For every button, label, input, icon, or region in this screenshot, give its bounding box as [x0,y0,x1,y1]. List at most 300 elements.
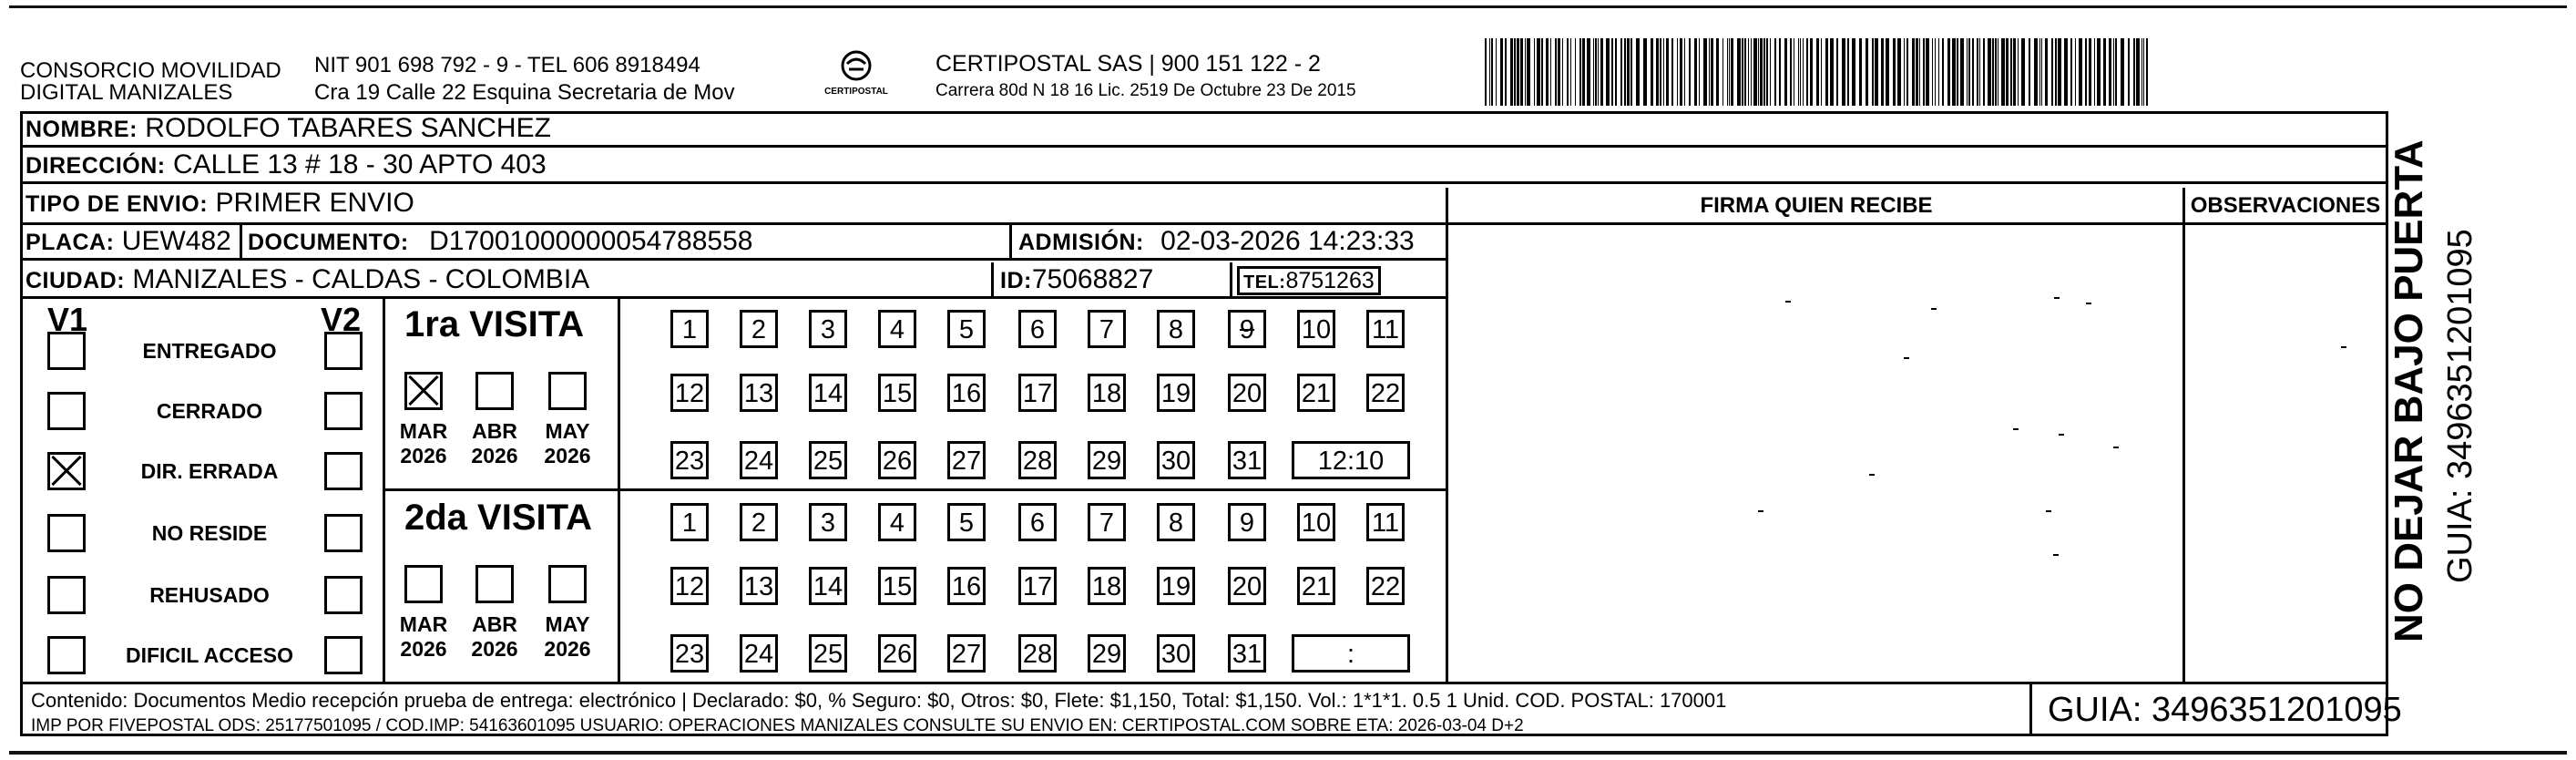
day-box[interactable]: 31 [1228,441,1266,479]
barcode-bar [1737,38,1741,106]
barcode-bar [1606,38,1610,106]
barcode-bar [1711,38,1713,106]
day-box[interactable]: 2 [740,503,778,541]
barcode-bar [1505,38,1507,106]
barcode-bar [2013,38,2016,106]
barcode-bar [1847,38,1849,106]
day-box[interactable]: 5 [947,503,986,541]
day-box[interactable]: 30 [1157,634,1195,673]
day-box[interactable]: 7 [1088,503,1126,541]
barcode-bar [1774,38,1776,106]
day-box[interactable]: 27 [947,634,986,673]
barcode-bar [1904,38,1905,106]
barcode-bar [1875,38,1878,106]
barcode-bar [1816,38,1819,106]
top-border-line [9,5,2567,8]
barcode-bar [1496,38,1497,106]
tel-field [1237,266,1381,295]
barcode-bar [1992,38,1994,106]
status-label: ENTREGADO [142,339,277,363]
barcode-bar [2097,38,2101,106]
ink-speck [2341,346,2346,348]
day-box[interactable]: 19 [1157,567,1195,605]
barcode-bar [1636,38,1640,106]
barcode-bar [1491,38,1493,106]
barcode-bar [2085,38,2087,106]
barcode-bar [1995,38,1997,106]
barcode-bar [1859,38,1862,106]
month-year-label [463,612,526,662]
barcode-bar [1541,38,1543,106]
v2-checkbox[interactable] [324,576,363,614]
barcode-bar [2075,38,2076,106]
barcode-bar [2136,38,2140,106]
day-box[interactable]: 17 [1018,374,1057,412]
day-box[interactable]: 7 [1088,310,1126,348]
year-label: 2026 [471,637,518,661]
barcode-bar [1598,38,1599,106]
day-box[interactable]: 22 [1366,374,1405,412]
ciudad-value: MANIZALES - CALDAS - COLOMBIA [132,264,590,294]
day-box[interactable]: 11 [1366,503,1405,541]
ink-speck [1931,308,1937,310]
documento-label: DOCUMENTO: [248,230,409,255]
day-box[interactable]: 23 [670,634,709,673]
month-checkbox[interactable] [404,565,443,603]
month-year-label [392,419,455,468]
v1-checkbox[interactable] [47,332,86,370]
day-box[interactable]: 29 [1088,634,1126,673]
barcode-bar [1630,38,1632,106]
day-box[interactable]: 4 [878,503,916,541]
barcode-bar [1689,38,1691,106]
barcode-bar [2079,38,2082,106]
day-box[interactable]: 6 [1018,310,1057,348]
year-label: 2026 [544,444,591,467]
direccion-label: DIRECCIÓN: [26,153,166,179]
barcode-bar [2133,38,2135,106]
barcode-bar [1926,38,1929,106]
day-box[interactable]: 10 [1297,310,1335,348]
v2-checkbox[interactable] [324,332,363,370]
courier-line-2: Carrera 80d N 18 16 Lic. 2519 De Octubre 23 De 2015 [935,81,1356,100]
barcode-bar [1722,38,1723,106]
nombre-label: NOMBRE: [26,117,138,142]
barcode-bar [1967,38,1968,106]
v2-checkbox[interactable] [324,392,363,430]
barcode-bar [1766,38,1768,106]
day-box[interactable]: 21 [1297,374,1335,412]
day-box[interactable]: 2 [740,310,778,348]
bottom-border-line [9,751,2567,755]
barcode-bar [2146,38,2148,106]
placa-value: UEW482 [121,226,231,256]
barcode-bar [2058,38,2061,106]
month-label: ABR [472,612,517,636]
barcode-bar [1957,38,1958,106]
month-checkbox[interactable] [475,372,514,410]
barcode-bar [2113,38,2114,106]
barcode-bar [1680,38,1682,106]
barcode-bar [1751,38,1752,106]
visit-title: 2da VISITA [404,498,592,538]
barcode-bar [1821,38,1822,106]
barcode-bar [2103,38,2106,106]
barcode-bar [2115,38,2117,106]
barcode-bar [1742,38,1743,106]
row-direccion [20,148,2388,184]
tipo-label: TIPO DE ENVIO: [26,191,209,217]
barcode-bar [2010,38,2012,106]
direccion-value: CALLE 13 # 18 - 30 APTO 403 [172,149,547,180]
divider-h [20,682,2388,684]
barcode-bar [1979,38,1980,106]
barcode-bar [1600,38,1603,106]
tel-label: TEL: [1243,272,1286,293]
company-line-2: DIGITAL MANIZALES [20,80,233,105]
barcode-bar [1651,38,1653,106]
barcode-bar [1627,38,1630,106]
ink-speck [1904,357,1909,359]
barcode-bar [1579,38,1581,106]
row-ciudad [20,262,1446,299]
barcode-bar [1534,38,1535,106]
ink-speck [2059,434,2064,436]
day-box-marked[interactable]: 9 [1228,310,1266,348]
barcode-bar [1893,38,1896,106]
day-box[interactable]: 18 [1088,374,1126,412]
v1-checkbox[interactable] [47,514,86,552]
day-box[interactable]: 3 [809,310,847,348]
ink-speck [2013,428,2019,430]
barcode-bar [2018,38,2019,106]
barcode-bar [1790,38,1792,106]
barcode-bar [1758,38,1759,106]
barcode-bar [1624,38,1626,106]
month-label: MAY [545,612,590,636]
barcode-bar [1703,38,1707,106]
barcode-bar [1611,38,1613,106]
barcode-bar [1595,38,1597,106]
barcode-bar [1825,38,1828,106]
barcode-bar [1952,38,1956,106]
status-label: NO RESIDE [151,521,268,545]
barcode-bar [1836,38,1838,106]
barcode-bar [1716,38,1719,106]
barcode-bar [2109,38,2111,106]
day-box[interactable]: 29 [1088,441,1126,479]
barcode-bar [1699,38,1700,106]
barcode-bar [1886,38,1889,106]
barcode-bar [1912,38,1915,106]
logo-text: CERTIPOSTAL [824,87,888,97]
barcode-bar [1555,38,1557,106]
barcode-bar [1798,38,1799,106]
certipostal-logo-icon [836,49,876,86]
v1-heading: V1 [47,301,88,338]
visit-time[interactable]: 12:10 [1292,441,1410,479]
barcode-bar [1709,38,1710,106]
guia-number: GUIA: 3496351201095 [2048,691,2402,729]
day-box[interactable]: 13 [740,567,778,605]
certipostal-logo [820,49,893,97]
barcode-bar [2006,38,2009,106]
barcode-bar [1567,38,1569,106]
day-box[interactable]: 14 [809,374,847,412]
barcode-bar [2089,38,2091,106]
v2-checkbox[interactable] [324,514,363,552]
ink-speck [1869,474,1875,476]
barcode-bar [1916,38,1918,106]
address-line: Cra 19 Calle 22 Esquina Secretaria de Mov [314,80,735,105]
divider-v [2029,682,2032,734]
barcode-bar [1517,38,1519,106]
courier-line-1: CERTIPOSTAL SAS | 900 151 122 - 2 [935,51,1321,77]
barcode-bar [1570,38,1571,106]
day-box[interactable]: 3 [809,503,847,541]
day-box[interactable]: 19 [1157,374,1195,412]
barcode-bar [1960,38,1964,106]
month-year-label [536,612,599,662]
barcode-bar [1671,38,1673,106]
ciudad-label: CIUDAD: [26,268,126,293]
day-box[interactable]: 28 [1018,634,1057,673]
barcode-bar [1684,38,1685,106]
barcode-bar [1800,38,1801,106]
barcode-bar [2039,38,2040,106]
barcode-bar [1872,38,1874,106]
barcode-bar [2121,38,2124,106]
barcode-bar [1932,38,1933,106]
day-box[interactable]: 14 [809,567,847,605]
barcode-bar [1983,38,1985,106]
day-box[interactable]: 16 [947,374,986,412]
barcode-bar [2021,38,2025,106]
barcode-bar [1810,38,1813,106]
barcode-bar [1510,38,1513,106]
barcode-bar [1947,38,1950,106]
month-checkbox[interactable] [404,372,443,410]
day-box[interactable]: 11 [1366,310,1405,348]
v1-checkbox[interactable] [47,392,86,430]
ink-speck [2054,297,2060,299]
day-box[interactable]: 12 [670,374,709,412]
barcode-bar [1575,38,1576,106]
v1-checkbox[interactable] [47,636,86,674]
day-box[interactable]: 21 [1297,567,1335,605]
barcode-bar [1881,38,1884,106]
barcode-bar [1620,38,1622,106]
id-field [1000,262,1153,298]
barcode-bar [2001,38,2005,106]
barcode-bar [1968,38,1970,106]
divider-h [383,488,1446,491]
firma-header: FIRMA QUIEN RECIBE [1700,193,1933,218]
side-guia: GUIA: 3496351201095 [2441,229,2479,583]
divider-v [1230,262,1232,297]
barcode-bar [1972,38,1974,106]
divider-v [991,262,994,297]
month-checkbox[interactable] [548,372,587,410]
company-name [20,58,281,106]
day-box[interactable]: 4 [878,310,916,348]
documento-field [248,224,752,260]
year-label: 2026 [400,444,447,467]
day-box[interactable]: 16 [947,567,986,605]
barcode-bar [2064,38,2068,106]
side-notice: NO DEJAR BAJO PUERTA [2387,139,2431,642]
barcode-bar [1615,38,1617,106]
barcode-bar [1753,38,1757,106]
barcode-bar [1525,38,1526,106]
month-checkbox[interactable] [548,565,587,603]
day-box[interactable]: 20 [1228,374,1266,412]
day-box[interactable]: 26 [878,634,916,673]
day-box[interactable]: 27 [947,441,986,479]
day-box[interactable]: 23 [670,441,709,479]
courier-info [935,51,1356,101]
day-box[interactable]: 8 [1157,503,1195,541]
barcode-bar [2143,38,2144,106]
day-box[interactable]: 30 [1157,441,1195,479]
barcode-bar [1587,38,1590,106]
v2-heading: V2 [321,301,362,338]
barcode-bar [1784,38,1787,106]
barcode-bar [1803,38,1804,106]
month-year-label [536,419,599,468]
id-label: ID: [1000,268,1032,293]
barcode-bar [1770,38,1771,106]
day-box[interactable]: 24 [740,441,778,479]
year-label: 2026 [544,637,591,661]
day-box[interactable]: 9 [1228,503,1266,541]
tipo-value: PRIMER ENVIO [215,188,414,218]
barcode-bar [1842,38,1845,106]
day-box[interactable]: 17 [1018,567,1057,605]
status-label: CERRADO [156,399,263,423]
day-box[interactable]: 6 [1018,503,1057,541]
day-box[interactable]: 15 [878,374,916,412]
day-box[interactable]: 8 [1157,310,1195,348]
day-box[interactable]: 12 [670,567,709,605]
barcode-bar [1748,38,1749,106]
admision-label: ADMISIÓN: [1018,230,1144,255]
barcode-bar [1520,38,1523,106]
v2-checkbox[interactable] [324,452,363,490]
day-box[interactable]: 26 [878,441,916,479]
row-tipo [20,186,1448,222]
barcode-bar [1729,38,1730,106]
barcode-bar [1485,38,1487,106]
barcode-bar [2070,38,2072,106]
v2-checkbox[interactable] [324,636,363,674]
day-box[interactable]: 10 [1297,503,1335,541]
barcode-bar [1677,38,1678,106]
barcode-bar [1779,38,1781,106]
day-box[interactable]: 31 [1228,634,1266,673]
barcode-bar [1806,38,1808,106]
day-box[interactable]: 1 [670,503,709,541]
footer-content-line: Contenido: Documentos Medio recepción prueba de entrega: electrónico | Declarado: $0, % Seguro: $0, Otros: $0, Flete: $1,150, Total: $1,150. Vol.: 1*1*1. 0.5 1 Unid. COD. POSTAL: 170001 [31,689,1727,712]
status-label: DIR. ERRADA [140,459,279,483]
day-box[interactable]: 13 [740,374,778,412]
month-checkbox[interactable] [475,565,514,603]
barcode-bar [1935,38,1936,106]
ink-speck [2113,447,2119,448]
status-label: REHUSADO [149,583,270,607]
id-value: 75068827 [1031,264,1154,294]
barcode-bar [1666,38,1669,106]
day-box[interactable]: 22 [1366,567,1405,605]
day-box[interactable]: 25 [809,634,847,673]
nit-line: NIT 901 698 792 - 9 - TEL 606 8918494 [314,53,700,77]
barcode-bar [1760,38,1763,106]
barcode-bar [1942,38,1944,106]
day-box[interactable]: 25 [809,441,847,479]
company-contact [314,53,735,106]
barcode-bar [1830,38,1834,106]
month-label: MAY [545,419,590,443]
barcode-bar [1643,38,1647,106]
barcode-bar [1731,38,1733,106]
barcode-bar [2051,38,2053,106]
day-box[interactable]: 5 [947,310,986,348]
barcode-bar [1919,38,1920,106]
month-label: MAR [399,419,448,443]
barcode-bar [1537,38,1540,106]
footer-print-line: IMP POR FIVEPOSTAL ODS: 25177501095 / COD.IMP: 54163601095 USUARIO: OPERACIONES MANIZALES CONSULTE SU ENVIO EN: CERTIPOSTAL.COM SOBRE ETA: 2026-03-04 D+2 [31,716,1524,735]
month-year-label [463,419,526,468]
barcode-bar [2041,38,2042,106]
barcode [1485,38,2159,106]
documento-value: D17001000000054788558 [429,226,753,256]
ink-speck [2053,554,2059,556]
v1-checkbox[interactable] [47,452,86,490]
v1-checkbox[interactable] [47,576,86,614]
barcode-bar [1663,38,1664,106]
day-box[interactable]: 18 [1088,567,1126,605]
barcode-bar [1660,38,1661,106]
admision-value: 02-03-2026 14:23:33 [1160,226,1415,256]
barcode-bar [1938,38,1939,106]
month-year-label [392,612,455,662]
divider-v [240,224,242,261]
barcode-bar [1866,38,1868,106]
barcode-bar [1977,38,1978,106]
observaciones-header: OBSERVACIONES [2190,193,2381,218]
barcode-bar [1550,38,1551,106]
barcode-bar [1562,38,1563,106]
tel-value: 8751263 [1285,268,1375,293]
day-box[interactable]: 28 [1018,441,1057,479]
day-box[interactable]: 20 [1228,567,1266,605]
barcode-bar [1656,38,1659,106]
day-box[interactable]: 1 [670,310,709,348]
barcode-bar [1897,38,1901,106]
visit-title: 1ra VISITA [404,304,585,344]
divider-v [2182,188,2185,682]
day-box[interactable]: 24 [740,634,778,673]
month-label: MAR [399,612,448,636]
barcode-bar [2029,38,2030,106]
visit-time[interactable]: : [1292,634,1410,673]
barcode-bar [1852,38,1855,106]
day-box[interactable]: 15 [878,567,916,605]
ink-speck [2086,303,2091,304]
row-nombre [20,111,2388,148]
barcode-bar [2094,38,2095,106]
barcode-bar [1558,38,1560,106]
